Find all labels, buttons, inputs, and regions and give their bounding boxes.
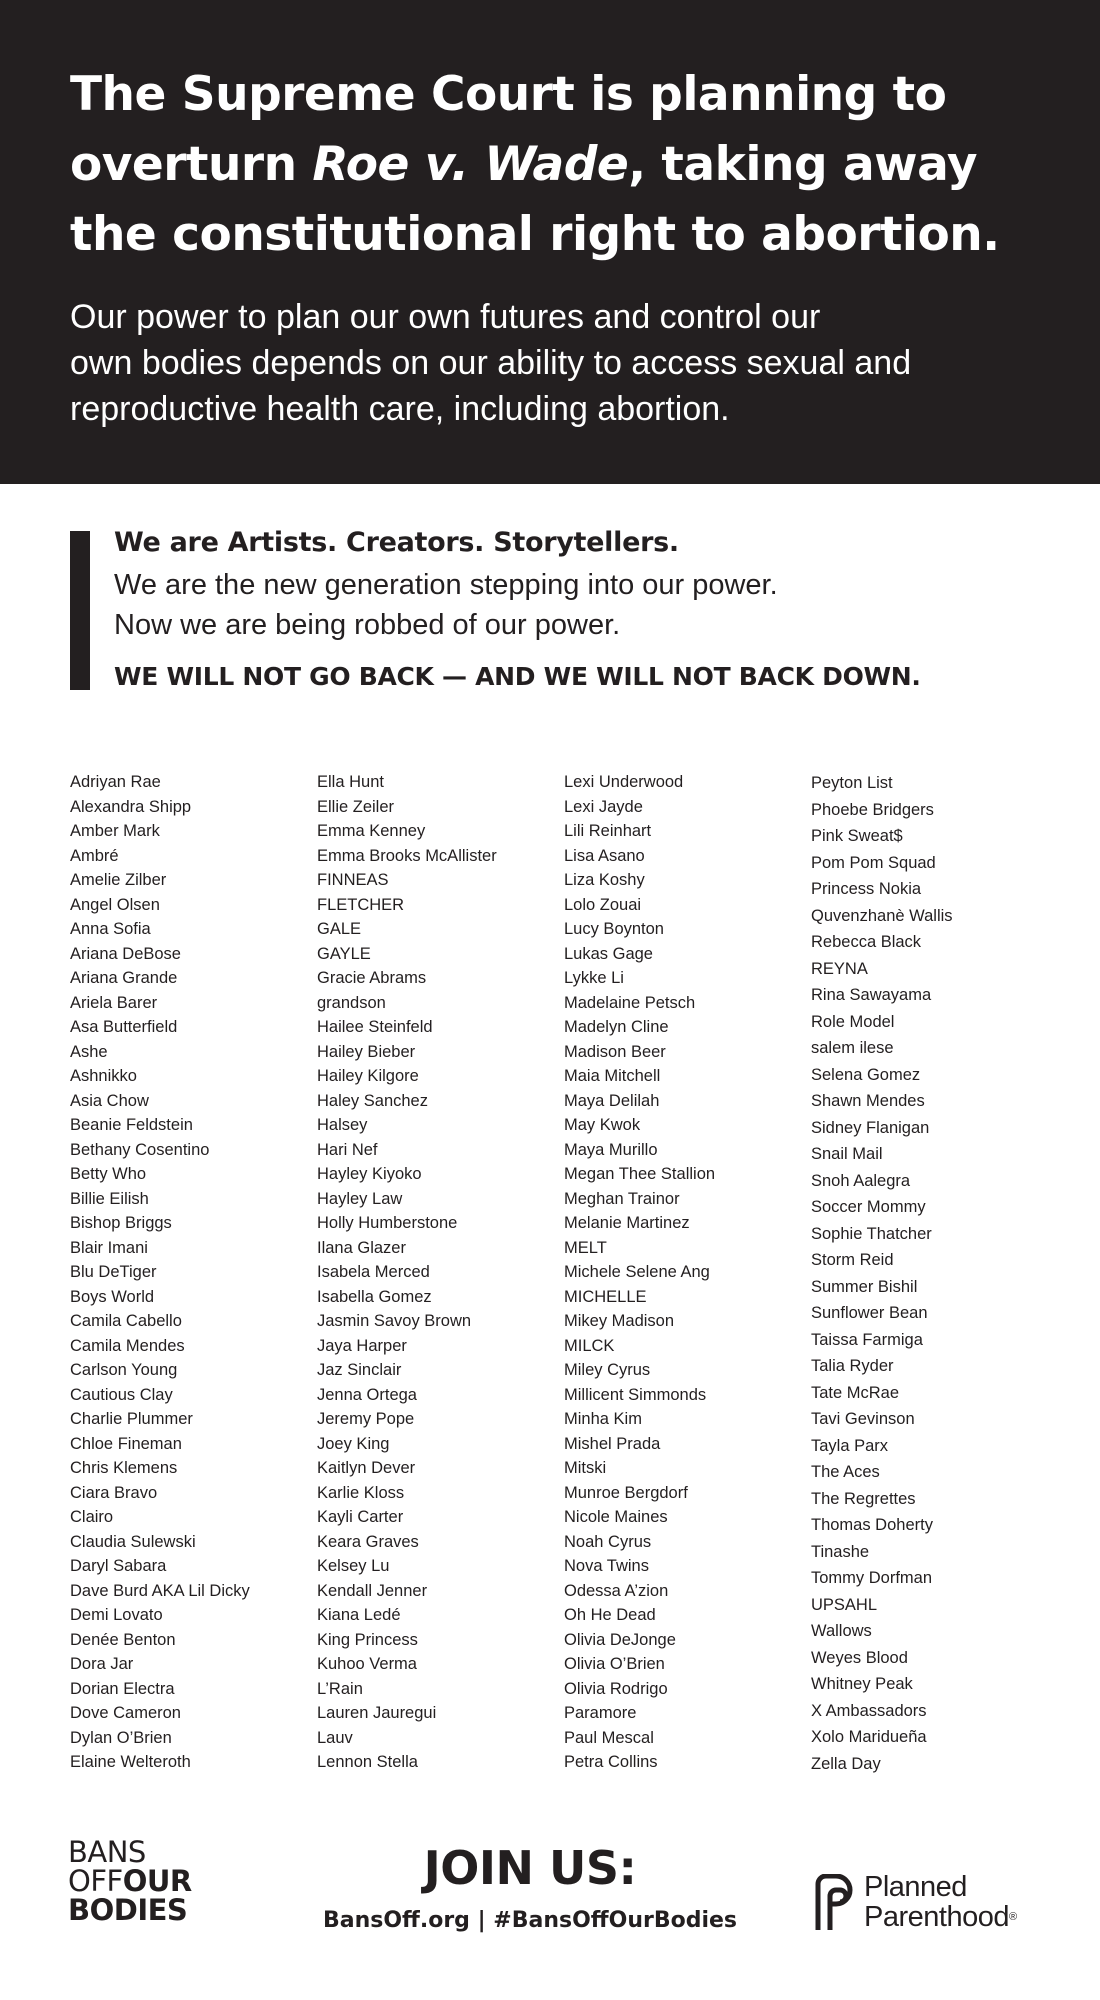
headline <box>70 60 1070 270</box>
subhead-line-3: reproductive health care, including abortion. <box>70 390 730 428</box>
headline-line-1: The Supreme Court is planning to <box>70 67 947 122</box>
signatory-name: Mitski <box>564 1459 607 1477</box>
signatory-column-3 <box>564 770 715 1775</box>
signatory-name: Halsey <box>317 1116 368 1134</box>
signatory-name: Lolo Zouai <box>564 895 642 914</box>
signatory-name: Kelsey Lu <box>317 1557 390 1575</box>
signatory-name: Storm Reid <box>811 1251 894 1269</box>
signatory-name: Minha Kim <box>564 1410 642 1428</box>
signatory-name: Isabella Gomez <box>317 1287 432 1306</box>
statement-line-2: Now we are being robbed of our power. <box>114 609 621 641</box>
signatory-name: Pink Sweat$ <box>811 827 903 845</box>
signatory-name: Kendall Jenner <box>317 1581 428 1600</box>
pp-line-2-text: Parenthood <box>864 1901 1009 1933</box>
signatory-name: Amber Mark <box>70 822 160 840</box>
signatory-column-1 <box>70 770 250 1775</box>
signatory-name: The Aces <box>811 1463 880 1481</box>
signatory-name: Petra Collins <box>564 1753 658 1771</box>
signatory-name: Jaya Harper <box>317 1336 407 1355</box>
signatory-name: grandson <box>317 993 386 1012</box>
signatory-name: Selena Gomez <box>811 1065 921 1084</box>
signatory-name: Haley Sanchez <box>317 1091 428 1110</box>
signatory-name: Tavi Gevinson <box>811 1410 915 1428</box>
signatory-name: Clairo <box>70 1508 114 1526</box>
headline-line-3: the constitutional right to abortion. <box>70 207 1000 262</box>
signatory-name: Jasmin Savoy Brown <box>317 1312 472 1330</box>
statement-bold: We are Artists. Creators. Storytellers. <box>114 527 679 558</box>
signatory-name: Madison Beer <box>564 1042 666 1061</box>
signatory-name: Ashe <box>70 1042 108 1061</box>
signatory-name: Millicent Simmonds <box>564 1385 707 1404</box>
signatory-name: Hari Nef <box>317 1140 378 1159</box>
signatory-name: Betty Who <box>70 1165 147 1183</box>
subhead-line-1: Our power to plan our own futures and control our <box>70 298 821 336</box>
signatory-name: Gracie Abrams <box>317 969 427 987</box>
join-us-block <box>300 1840 760 1936</box>
signatory-name: May Kwok <box>564 1116 641 1134</box>
signatory-name: Keara Graves <box>317 1532 419 1551</box>
signatory-name: Miley Cyrus <box>564 1361 651 1379</box>
logo-line-2 <box>68 1864 238 1898</box>
signatory-name: Emma Kenney <box>317 822 426 840</box>
signatory-name: Daryl Sabara <box>70 1557 167 1575</box>
signatory-name: Mishel Prada <box>564 1434 661 1453</box>
signatory-name: Snoh Aalegra <box>811 1171 911 1190</box>
signatory-name: FLETCHER <box>317 895 405 914</box>
signatory-name: Tayla Parx <box>811 1436 889 1455</box>
signatory-name: Role Model <box>811 1012 895 1031</box>
signatory-name: Mikey Madison <box>564 1312 675 1330</box>
signatory-name: Shawn Mendes <box>811 1092 925 1110</box>
statement-block <box>114 521 1074 697</box>
signatory-name: Melanie Martinez <box>564 1214 690 1232</box>
signatory-column-2 <box>317 770 497 1775</box>
signatory-name: Angel Olsen <box>70 895 160 914</box>
pp-line-2 <box>864 1902 1017 1932</box>
signatory-name: Pom Pom Squad <box>811 853 936 872</box>
signatory-name: Olivia O’Brien <box>564 1655 665 1673</box>
statement-caps: WE WILL NOT GO BACK — AND WE WILL NOT BACK DOWN. <box>114 662 921 691</box>
signatory-name: Munroe Bergdorf <box>564 1483 688 1502</box>
signatory-name: Phoebe Bridgers <box>811 800 934 819</box>
signatory-name: Ilana Glazer <box>317 1238 406 1257</box>
signatory-name: Lauren Jauregui <box>317 1704 437 1722</box>
signatory-name: Beanie Feldstein <box>70 1116 193 1134</box>
signatory-name: Thomas Doherty <box>811 1516 933 1534</box>
statement-line-1: We are the new generation stepping into our power. <box>114 569 778 601</box>
signatory-name: Megan Thee Stallion <box>564 1165 716 1183</box>
signatory-name: Rina Sawayama <box>811 986 932 1004</box>
signatory-name: Lexi Jayde <box>564 797 643 816</box>
signatory-name: Chris Klemens <box>70 1459 178 1477</box>
signatory-name: Adriyan Rae <box>70 773 161 791</box>
signatory-name: Liza Koshy <box>564 871 645 889</box>
signatory-name: Dylan O’Brien <box>70 1728 172 1747</box>
signatory-name: Holly Humberstone <box>317 1214 458 1232</box>
signatory-name: Kiana Ledé <box>317 1606 401 1624</box>
signatory-name: REYNA <box>811 959 868 978</box>
registered-mark: ® <box>1008 1911 1017 1923</box>
signatory-name: Sidney Flanigan <box>811 1118 930 1137</box>
signatory-name: Ellie Zeiler <box>317 797 395 816</box>
signatory-name: Odessa A’zion <box>564 1581 669 1600</box>
signatory-name: Jenna Ortega <box>317 1385 417 1404</box>
signatory-name: Tommy Dorfman <box>811 1569 933 1587</box>
signatory-name: Lisa Asano <box>564 846 645 865</box>
signatory-name: MICHELLE <box>564 1287 647 1306</box>
signatory-name: Hayley Kiyoko <box>317 1165 422 1183</box>
signatory-name: Bishop Briggs <box>70 1214 172 1232</box>
signatory-name: Dora Jar <box>70 1655 134 1673</box>
signatory-name: Boys World <box>70 1287 155 1306</box>
signatory-name: GALE <box>317 920 362 938</box>
signatory-name: Lucy Boynton <box>564 920 664 938</box>
signatory-name: Lexi Underwood <box>564 773 684 791</box>
signatory-name: Elaine Welteroth <box>70 1753 191 1771</box>
signatory-name: Kuhoo Verma <box>317 1655 417 1673</box>
signatory-name: Hailey Bieber <box>317 1042 416 1061</box>
signatory-name: UPSAHL <box>811 1595 878 1614</box>
signatory-name: Hailee Steinfeld <box>317 1018 433 1036</box>
signatory-name: Carlson Young <box>70 1361 178 1379</box>
signatory-name: Lauv <box>317 1728 353 1747</box>
signatory-name: Zella Day <box>811 1754 881 1773</box>
logo-line-2-a: OFF <box>68 1864 123 1898</box>
signatory-name: The Regrettes <box>811 1489 916 1508</box>
signatory-name: Lykke Li <box>564 969 624 987</box>
signatory-name: Oh He Dead <box>564 1606 656 1624</box>
signatory-column-4 <box>811 770 953 1777</box>
signatory-name: GAYLE <box>317 944 371 963</box>
signatory-name: Dorian Electra <box>70 1679 175 1698</box>
signatory-name: MILCK <box>564 1336 615 1355</box>
signatory-name: X Ambassadors <box>811 1701 927 1720</box>
signatory-name: Xolo Maridueña <box>811 1728 927 1746</box>
signatory-name: Nova Twins <box>564 1557 649 1575</box>
signatory-name: Sunflower Bean <box>811 1304 928 1322</box>
signatory-name: Jaz Sinclair <box>317 1361 402 1379</box>
signatory-name: Ariela Barer <box>70 993 158 1012</box>
logo-line-3: BODIES <box>68 1893 188 1927</box>
headline-line-2-a: overturn <box>70 137 313 192</box>
signatory-name: Maya Delilah <box>564 1091 660 1110</box>
signatory-name: MELT <box>564 1238 607 1257</box>
signatory-name: Alexandra Shipp <box>70 797 192 816</box>
signatory-name: Charlie Plummer <box>70 1410 193 1428</box>
signatory-name: Asia Chow <box>70 1091 149 1110</box>
signatory-name: salem ilese <box>811 1039 894 1057</box>
signatory-name: Paramore <box>564 1704 637 1722</box>
signatory-name: Claudia Sulewski <box>70 1532 196 1551</box>
signatory-name: Hayley Law <box>317 1189 403 1208</box>
signatory-name: Nicole Maines <box>564 1508 668 1526</box>
signatory-name: Maia Mitchell <box>564 1067 661 1085</box>
headline-case-name: Roe v. Wade <box>312 137 629 192</box>
signatory-name: Tinashe <box>811 1542 870 1561</box>
signatory-name: Chloe Fineman <box>70 1434 182 1453</box>
signatory-name: Hailey Kilgore <box>317 1067 419 1085</box>
signatory-name: Dave Burd AKA Lil Dicky <box>70 1581 250 1600</box>
signatory-name: Camila Cabello <box>70 1312 182 1330</box>
signatory-name: Amelie Zilber <box>70 871 167 889</box>
signatory-name: Lukas Gage <box>564 944 653 963</box>
signatory-name: Quvenzhanè Wallis <box>811 906 953 925</box>
signatory-name: Whitney Peak <box>811 1675 913 1693</box>
subhead <box>70 294 1030 432</box>
pp-line-1: Planned <box>864 1871 967 1903</box>
signatory-name: Cautious Clay <box>70 1385 173 1404</box>
signatory-name: Taissa Farmiga <box>811 1330 923 1349</box>
signatory-name: Michele Selene Ang <box>564 1263 710 1281</box>
quote-bar <box>70 531 90 690</box>
signatory-name: Kayli Carter <box>317 1508 404 1526</box>
signatory-name: Camila Mendes <box>70 1336 185 1355</box>
signatory-name: Talia Ryder <box>811 1357 894 1375</box>
planned-parenthood-p-icon <box>814 1874 858 1932</box>
signatory-name: Snail Mail <box>811 1145 883 1163</box>
planned-parenthood-wordmark <box>864 1872 1017 1932</box>
signatory-name: Tate McRae <box>811 1383 900 1402</box>
signatory-name: Asa Butterfield <box>70 1018 178 1036</box>
signatory-name: Olivia DeJonge <box>564 1630 676 1649</box>
headline-line-2-b: , taking away <box>628 137 977 192</box>
header-banner <box>0 0 1100 484</box>
signatory-name: Olivia Rodrigo <box>564 1679 668 1698</box>
signatory-name: Weyes Blood <box>811 1648 908 1667</box>
signatory-name: Lili Reinhart <box>564 822 652 840</box>
signatory-name: Ariana DeBose <box>70 944 181 963</box>
signatory-name: Demi Lovato <box>70 1606 163 1624</box>
signatory-name: Wallows <box>811 1622 872 1640</box>
signatory-name: Karlie Kloss <box>317 1483 405 1502</box>
signatory-name: Sophie Thatcher <box>811 1224 932 1243</box>
signatory-name: L’Rain <box>317 1679 363 1698</box>
signatory-name: Noah Cyrus <box>564 1532 652 1551</box>
logo-line-2-b: OUR <box>122 1864 192 1898</box>
signatory-name: Blu DeTiger <box>70 1263 157 1281</box>
signatory-name: Blair Imani <box>70 1238 148 1257</box>
signatory-name: Madelyn Cline <box>564 1018 669 1036</box>
signatory-name: Meghan Trainor <box>564 1189 680 1208</box>
signatory-name: Madelaine Petsch <box>564 993 696 1012</box>
signatory-name: Paul Mescal <box>564 1728 654 1747</box>
signatory-name: Emma Brooks McAllister <box>317 846 497 865</box>
signatory-name: King Princess <box>317 1630 418 1649</box>
signatory-name: Billie Eilish <box>70 1189 149 1208</box>
planned-parenthood-logo <box>814 1870 1044 1936</box>
signatory-name: Ambré <box>70 846 119 865</box>
logo-line-1: BANS <box>68 1835 146 1869</box>
signatory-name: Summer Bishil <box>811 1277 918 1296</box>
signatory-name: Maya Murillo <box>564 1140 658 1159</box>
signatory-name: Isabela Merced <box>317 1263 430 1281</box>
signatory-name: FINNEAS <box>317 871 389 889</box>
signatory-name: Joey King <box>317 1434 390 1453</box>
signatory-name: Soccer Mommy <box>811 1198 926 1216</box>
signatory-name: Jeremy Pope <box>317 1410 415 1428</box>
signatory-name: Denée Benton <box>70 1630 176 1649</box>
subhead-line-2: own bodies depends on our ability to access sexual and <box>70 344 912 382</box>
signatory-name: Bethany Cosentino <box>70 1140 210 1159</box>
signatory-name: Rebecca Black <box>811 933 922 951</box>
signatory-name: Ella Hunt <box>317 773 384 791</box>
signatory-name: Ashnikko <box>70 1067 137 1085</box>
signatory-name: Kaitlyn Dever <box>317 1459 416 1477</box>
signatory-name: Ariana Grande <box>70 969 178 987</box>
signatory-name: Peyton List <box>811 774 893 792</box>
join-us-title: JOIN US: <box>423 1841 637 1895</box>
join-us-links: BansOff.org | #BansOffOurBodies <box>322 1908 738 1933</box>
signatory-name: Dove Cameron <box>70 1704 181 1722</box>
signatory-name: Anna Sofia <box>70 920 151 938</box>
headline-line-2 <box>70 130 1070 200</box>
signatory-name: Ciara Bravo <box>70 1483 158 1502</box>
signatory-name: Lennon Stella <box>317 1753 418 1771</box>
signatory-name: Princess Nokia <box>811 880 922 898</box>
bans-off-our-bodies-logo <box>68 1835 238 1927</box>
